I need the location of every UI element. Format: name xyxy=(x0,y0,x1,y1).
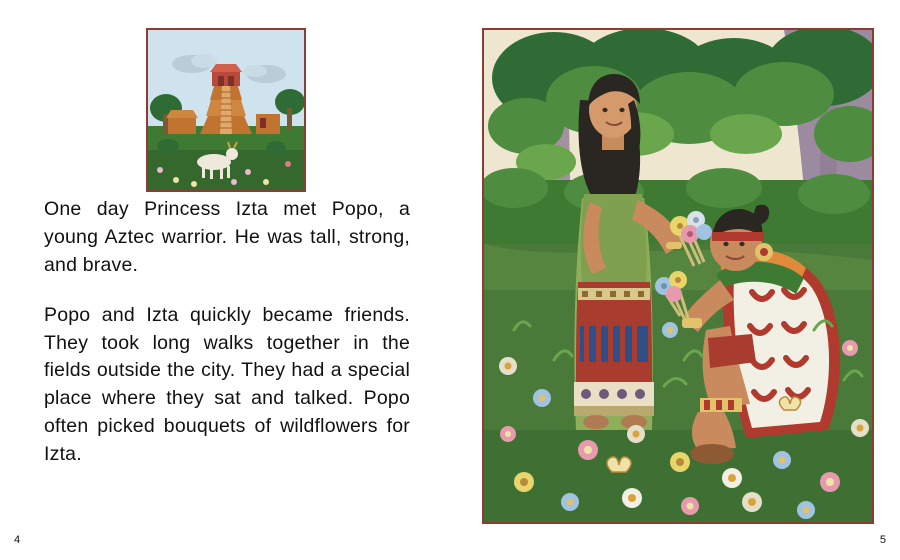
right-page xyxy=(450,0,900,560)
paragraph-1: One day Princess Izta met Popo, a young Aztec warrior. He was tall, strong, and brave. xyxy=(44,198,410,276)
paragraph-2: Popo and Izta quickly became friends. They took long walks together in the fields outside the city. They had a special place where they sat and talked. Popo often picked bouquets of wildflowers for Izta. xyxy=(44,303,410,465)
izta-and-popo-illustration xyxy=(482,28,874,524)
illustration-art xyxy=(484,30,872,522)
page-number-left: 4 xyxy=(14,534,21,546)
aztec-pyramid-vignette xyxy=(146,28,306,192)
page-number-right: 5 xyxy=(879,534,886,546)
pyramid-vignette-art xyxy=(148,30,304,190)
story-text xyxy=(44,196,410,469)
